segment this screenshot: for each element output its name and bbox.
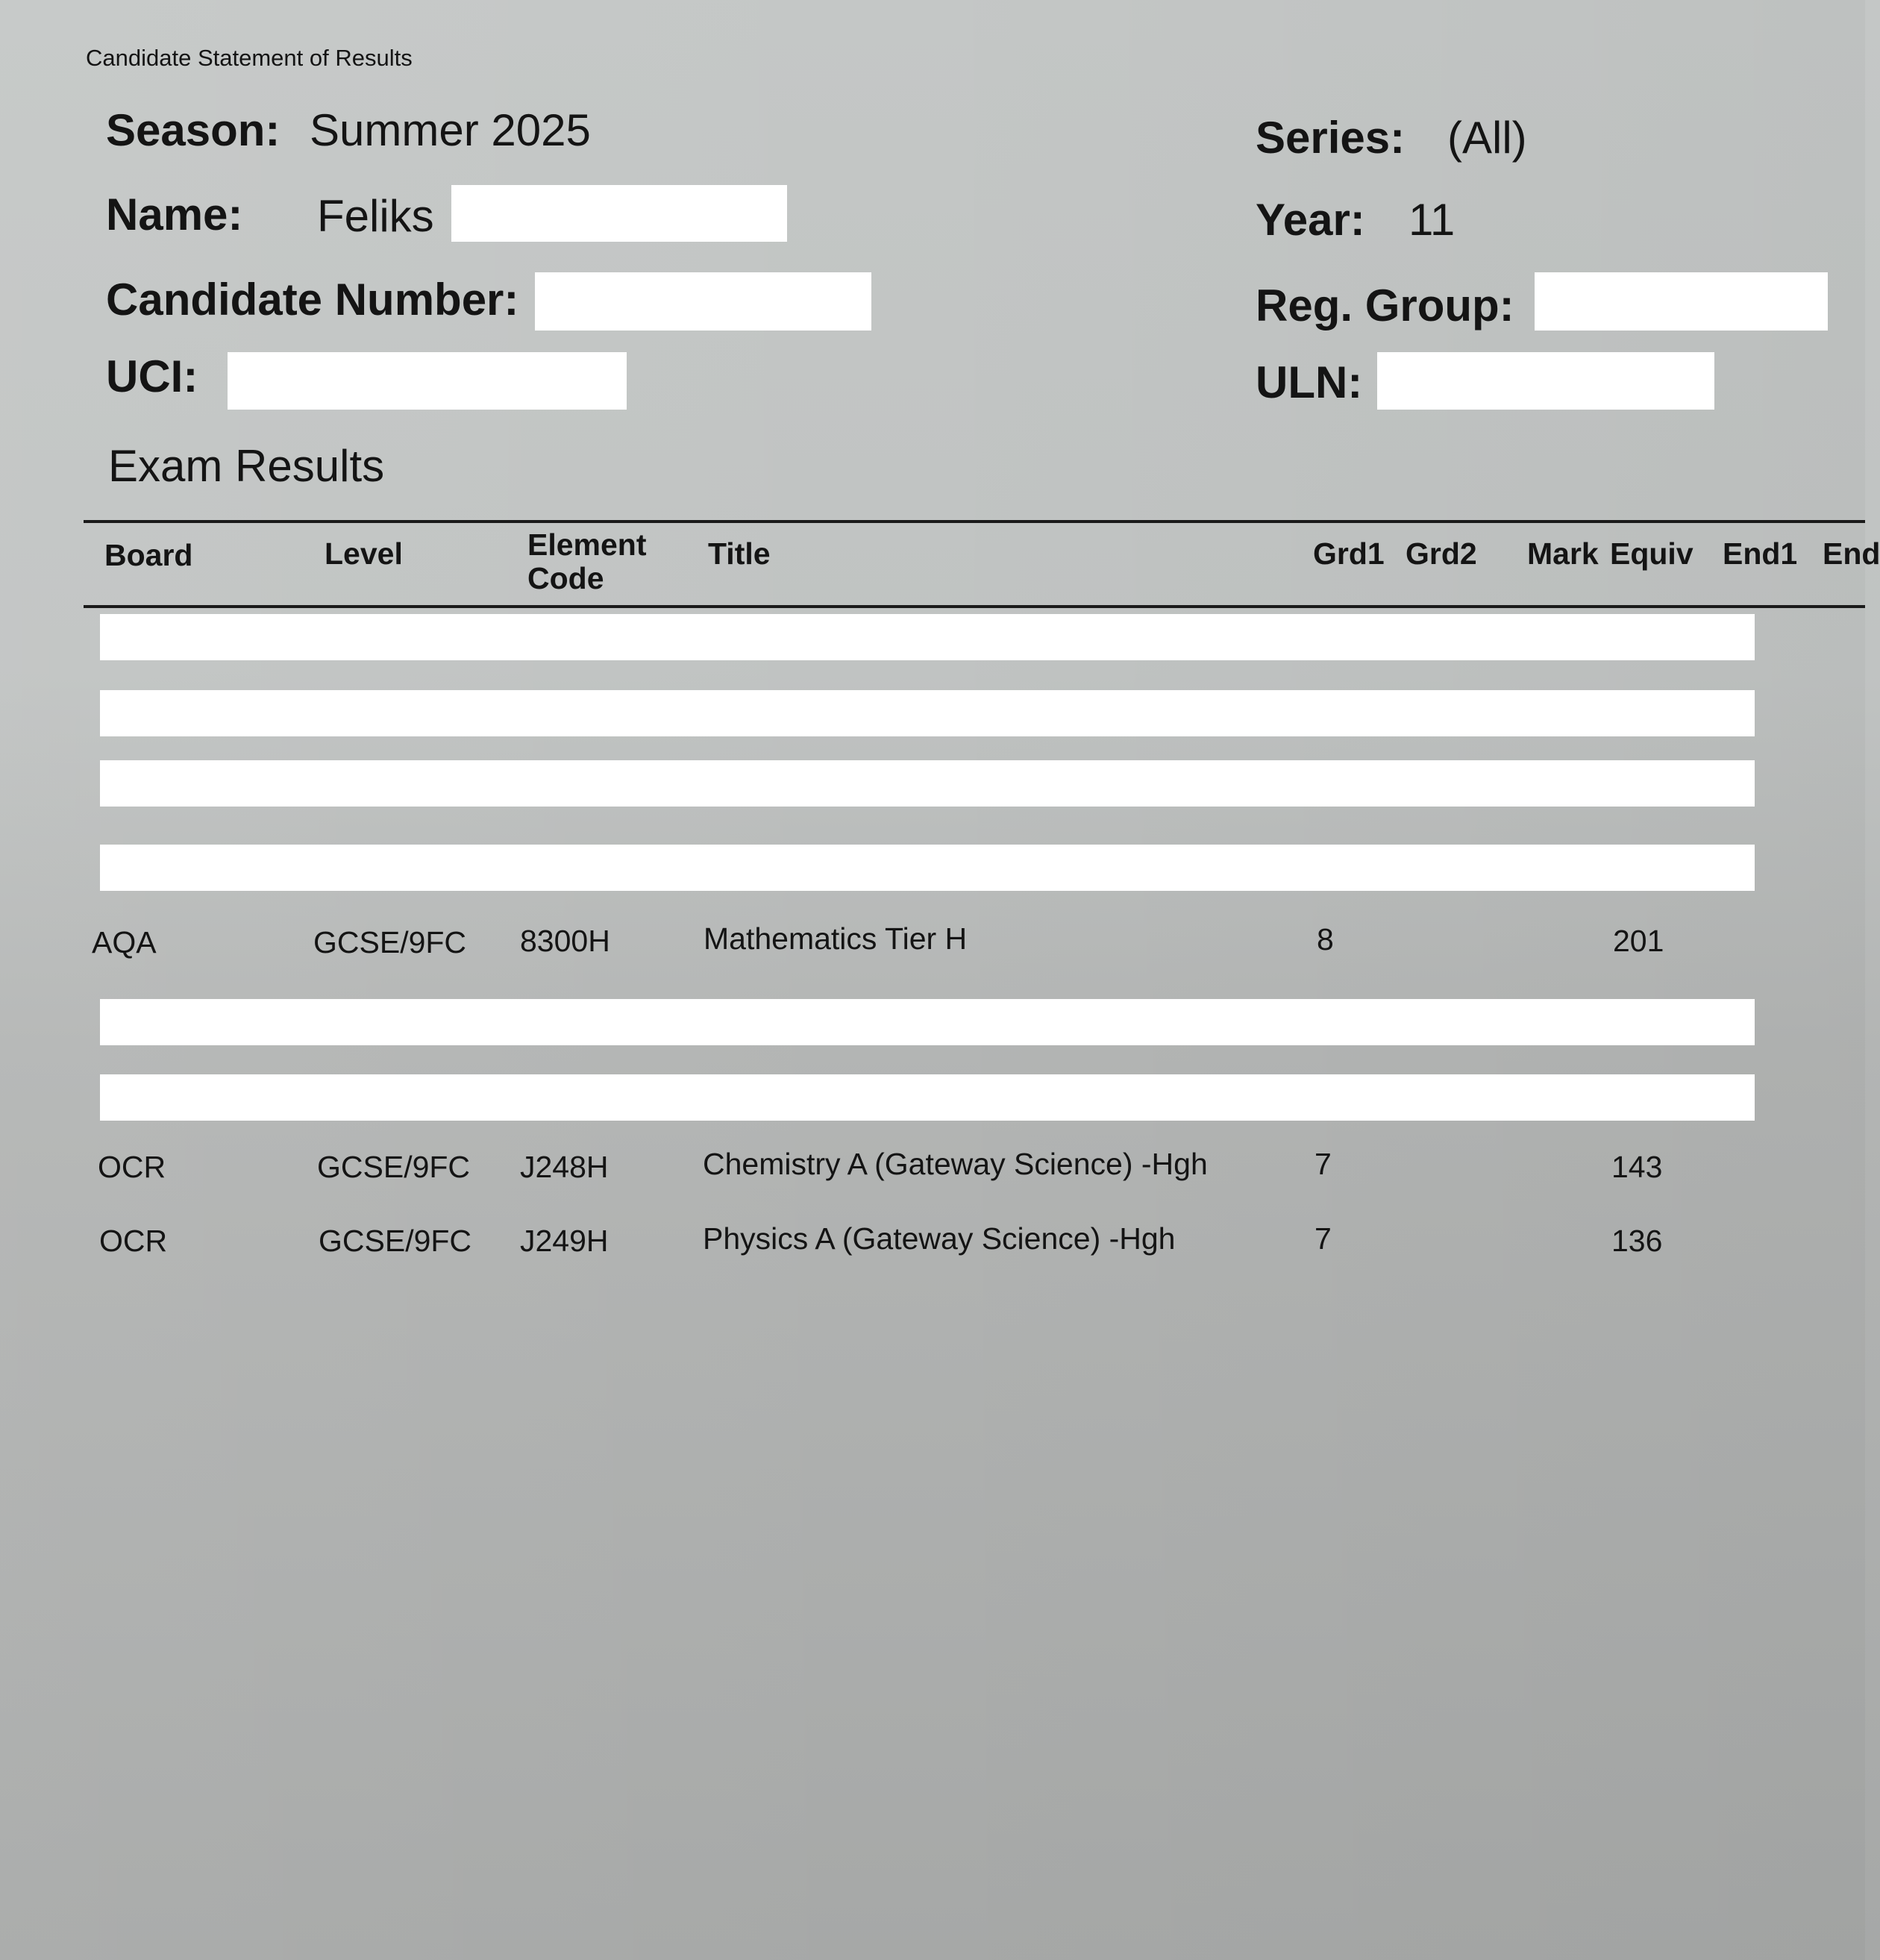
redacted-uln — [1377, 352, 1714, 410]
row-grd1: 7 — [1315, 1221, 1332, 1256]
row-element-code: J249H — [520, 1224, 609, 1258]
header-element-code-line1: Element — [527, 527, 647, 562]
season-value: Summer 2025 — [310, 105, 591, 155]
redacted-row — [100, 614, 1755, 660]
row-mark: 143 — [1611, 1150, 1663, 1184]
row-level: GCSE/9FC — [319, 1224, 472, 1258]
row-mark: 201 — [1613, 924, 1664, 958]
table-header-rule — [84, 605, 1865, 608]
table-top-rule — [84, 520, 1865, 523]
redacted-row — [100, 1074, 1755, 1121]
row-element-code: J248H — [520, 1150, 609, 1184]
year-value: 11 — [1409, 195, 1456, 245]
reg-group-label: Reg. Group: — [1256, 281, 1514, 331]
series-value: (All) — [1447, 113, 1527, 163]
season-label: Season: — [106, 105, 281, 155]
name-label: Name: — [106, 190, 243, 239]
row-element-code: 8300H — [520, 924, 610, 958]
year-label: Year: — [1256, 195, 1365, 245]
header-level: Level — [325, 536, 403, 571]
row-level: GCSE/9FC — [313, 925, 467, 959]
header-end2: End — [1823, 536, 1880, 571]
document-title: Candidate Statement of Results — [86, 45, 413, 71]
redacted-surname — [451, 185, 787, 242]
uci-label: UCI: — [106, 351, 198, 401]
header-title: Title — [708, 536, 771, 571]
row-level: GCSE/9FC — [317, 1150, 471, 1184]
row-grd1: 7 — [1315, 1147, 1332, 1181]
series-label: Series: — [1256, 113, 1406, 163]
header-element-code-line2: Code — [527, 561, 604, 595]
redacted-row — [100, 845, 1755, 891]
uln-label: ULN: — [1256, 357, 1363, 407]
header-end1: End1 — [1723, 536, 1798, 571]
header-element-code — [527, 528, 647, 595]
row-mark: 136 — [1611, 1224, 1663, 1258]
row-title: Chemistry A (Gateway Science) -Hgh — [703, 1147, 1208, 1181]
header-mark: Mark — [1527, 536, 1599, 571]
row-title: Mathematics Tier H — [704, 921, 968, 956]
header-equiv: Equiv — [1610, 536, 1693, 571]
candidate-number-label: Candidate Number: — [106, 275, 519, 325]
header-grd1: Grd1 — [1313, 536, 1385, 571]
name-value: Feliks — [317, 191, 434, 241]
row-board: AQA — [92, 925, 157, 959]
redacted-row — [100, 999, 1755, 1045]
row-board: OCR — [98, 1150, 166, 1184]
row-board: OCR — [99, 1224, 168, 1258]
section-title: Exam Results — [108, 441, 385, 491]
redacted-reg-group — [1535, 272, 1828, 331]
redacted-row — [100, 690, 1755, 736]
redacted-uci — [228, 352, 627, 410]
row-grd1: 8 — [1317, 922, 1334, 956]
redacted-candidate-number — [535, 272, 871, 331]
header-board: Board — [104, 538, 193, 572]
header-grd2: Grd2 — [1406, 536, 1477, 571]
row-title: Physics A (Gateway Science) -Hgh — [703, 1221, 1176, 1256]
redacted-row — [100, 760, 1755, 807]
